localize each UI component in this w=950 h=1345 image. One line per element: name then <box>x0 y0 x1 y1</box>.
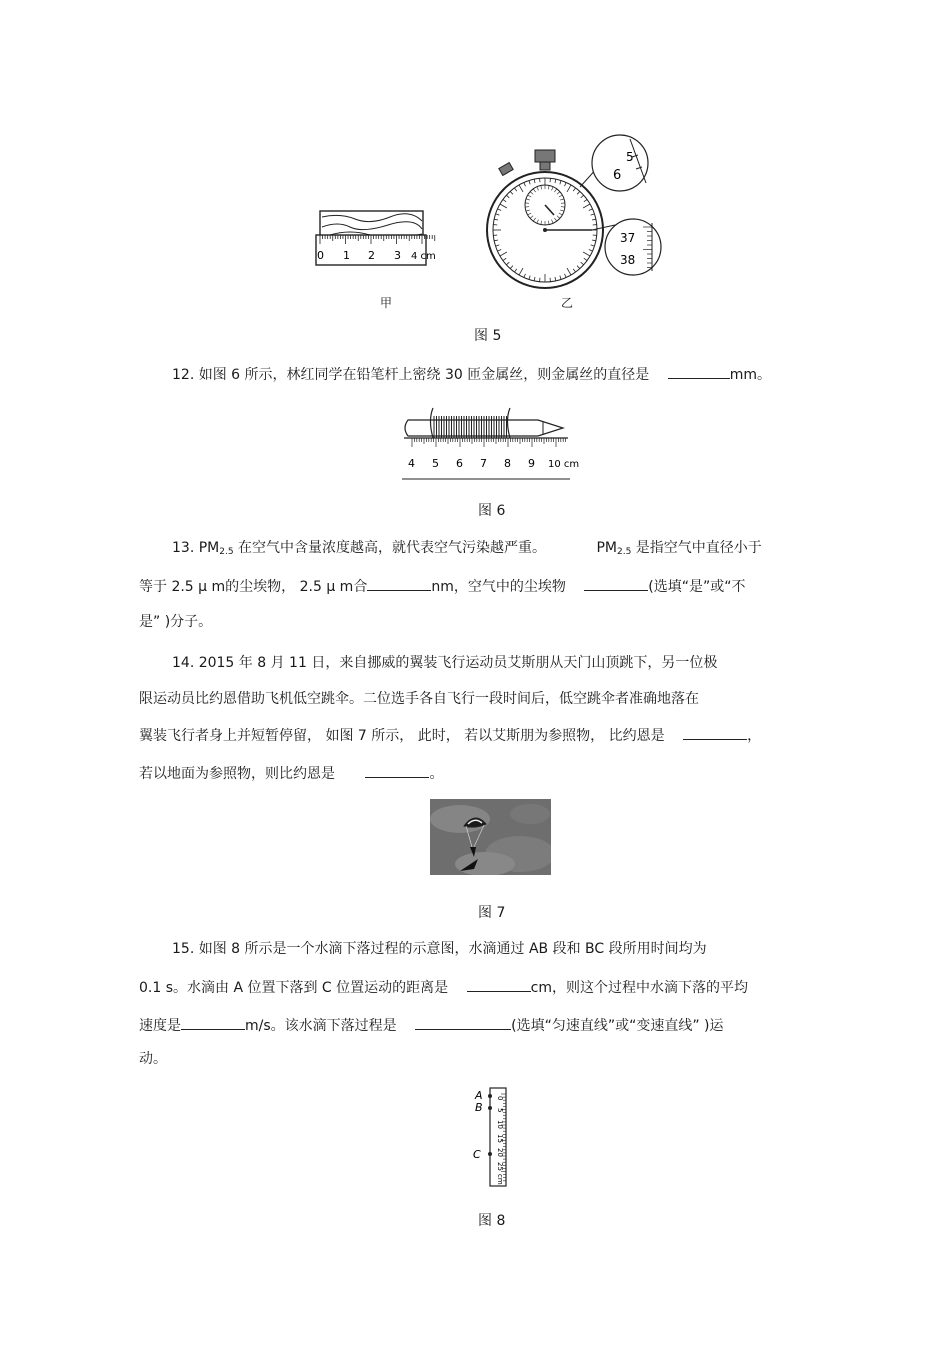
zoom-mark: 5 <box>626 150 634 164</box>
question-15-line-3 <box>139 1015 724 1036</box>
figure-8-caption: 图 8 <box>478 1213 506 1229</box>
q13-text: 在空气中含量浓度越高，就代表空气污染越严重。 <box>233 540 547 556</box>
ruler-tick: 3 <box>394 249 401 262</box>
ruler-tick: 1 <box>343 249 350 262</box>
question-12 <box>172 364 771 385</box>
ruler-tick: 8 <box>504 457 511 470</box>
q13-text: (选填“是”或“不 <box>648 579 746 595</box>
scale-mark: cm <box>496 1174 504 1185</box>
point-label-a: A <box>475 1089 483 1102</box>
scale-mark: 5 <box>496 1108 504 1113</box>
ruler-tick: 2 <box>368 249 375 262</box>
q13-text: 等于 2.5 μ m的尘埃物， 2.5 μ m合 <box>139 579 368 595</box>
figure-7-photo <box>430 799 551 875</box>
ruler-tick: 0 <box>317 249 324 262</box>
question-14-line-2: 限运动员比约恩借助飞机低空跳伞。二位选手各自飞行一段时间后，低空跳伞者准确地落在 <box>139 691 699 707</box>
point-label-b: B <box>475 1101 483 1114</box>
q15-text: (选填“匀速直线”或“变速直线” )运 <box>511 1018 724 1034</box>
q13-text: nm，空气中的尘埃物 <box>431 579 566 595</box>
figure-5-sublabel-jia: 甲 <box>380 296 393 310</box>
figure-5-stopwatch <box>480 125 670 300</box>
zoom-mark: 6 <box>613 168 622 183</box>
figure-6-caption: 图 6 <box>478 503 506 519</box>
q15-answer-blank-1[interactable] <box>467 977 531 992</box>
q13-text: 是指空气中直径小于 <box>631 540 762 556</box>
point-label-c: C <box>473 1148 481 1161</box>
q12-text: 12. 如图 6 所示，林红同学在铅笔杆上密绕 30 匝金属丝，则金属丝的直径是 <box>172 367 650 383</box>
q15-text: 0.1 s。水滴由 A 位置下落到 C 位置运动的距离是 <box>139 980 449 996</box>
q14-answer-blank-2[interactable] <box>365 763 429 778</box>
question-13-line-2 <box>139 576 746 597</box>
ruler-tick: 4 <box>408 457 415 470</box>
question-14-line-4 <box>139 763 443 784</box>
ruler-tick: 5 <box>432 457 439 470</box>
q14-text: 若以地面为参照物，则比约恩是 <box>139 766 335 782</box>
q13-answer-blank-2[interactable] <box>584 576 648 591</box>
scale-mark: 0 <box>496 1096 504 1101</box>
figure-8-drop-ruler <box>468 1084 518 1190</box>
ruler-tick: 9 <box>528 457 535 470</box>
q15-text: 速度是 <box>139 1018 181 1034</box>
q13-answer-blank-1[interactable] <box>367 576 431 591</box>
figure-5-ruler <box>310 205 440 275</box>
q12-answer-blank[interactable] <box>668 364 730 379</box>
figure-7-caption: 图 7 <box>478 905 506 921</box>
q14-text: 翼装飞行者身上并短暂停留， 如图 7 所示， 此时， 若以艾斯朋为参照物， 比约恩是 <box>139 728 665 744</box>
question-13-line-1 <box>172 538 762 562</box>
question-13-line-3: 是” )分子。 <box>139 614 213 630</box>
q15-text: m/s。该水滴下落过程是 <box>245 1018 397 1034</box>
zoom-mark: 38 <box>620 253 636 267</box>
figure-5-caption: 图 5 <box>474 328 502 344</box>
question-15-line-1: 15. 如图 8 所示是一个水滴下落过程的示意图，水滴通过 AB 段和 BC 段所用时间均为 <box>172 941 707 957</box>
q14-text: 。 <box>429 766 444 782</box>
scale-mark: 25 <box>496 1162 504 1171</box>
scale-mark: 20 <box>496 1148 504 1157</box>
ruler-tick: 7 <box>480 457 487 470</box>
figure-5-sublabel-yi: 乙 <box>561 296 574 310</box>
q13-subscript: 2.5 <box>617 547 632 557</box>
q15-text: cm，则这个过程中水滴下落的平均 <box>530 980 748 996</box>
scale-mark: 10 <box>496 1120 504 1129</box>
q15-answer-blank-3[interactable] <box>415 1015 511 1030</box>
q14-answer-blank-1[interactable] <box>683 725 747 740</box>
figure-6-pencil-ruler <box>398 398 588 482</box>
zoom-mark: 37 <box>620 231 636 245</box>
question-15-line-4: 动。 <box>139 1051 167 1067</box>
q13-text: 13. PM <box>172 540 220 556</box>
question-14-line-3 <box>139 725 761 746</box>
q13-text: PM <box>596 540 618 556</box>
question-14-line-1: 14. 2015 年 8 月 11 日，来自挪威的翼装飞行运动员艾斯朋从天门山顶跳下，另一位极 <box>172 655 718 671</box>
question-15-line-2 <box>139 977 748 998</box>
q14-text: ， <box>747 728 762 744</box>
ruler-tick: 6 <box>456 457 463 470</box>
ruler-tick: 4 cm <box>411 251 436 262</box>
q12-unit: mm。 <box>729 367 771 383</box>
ruler-tick: 10 cm <box>548 459 580 470</box>
q15-answer-blank-2[interactable] <box>181 1015 245 1030</box>
scale-mark: 15 <box>496 1134 504 1143</box>
q13-subscript: 2.5 <box>219 547 234 557</box>
